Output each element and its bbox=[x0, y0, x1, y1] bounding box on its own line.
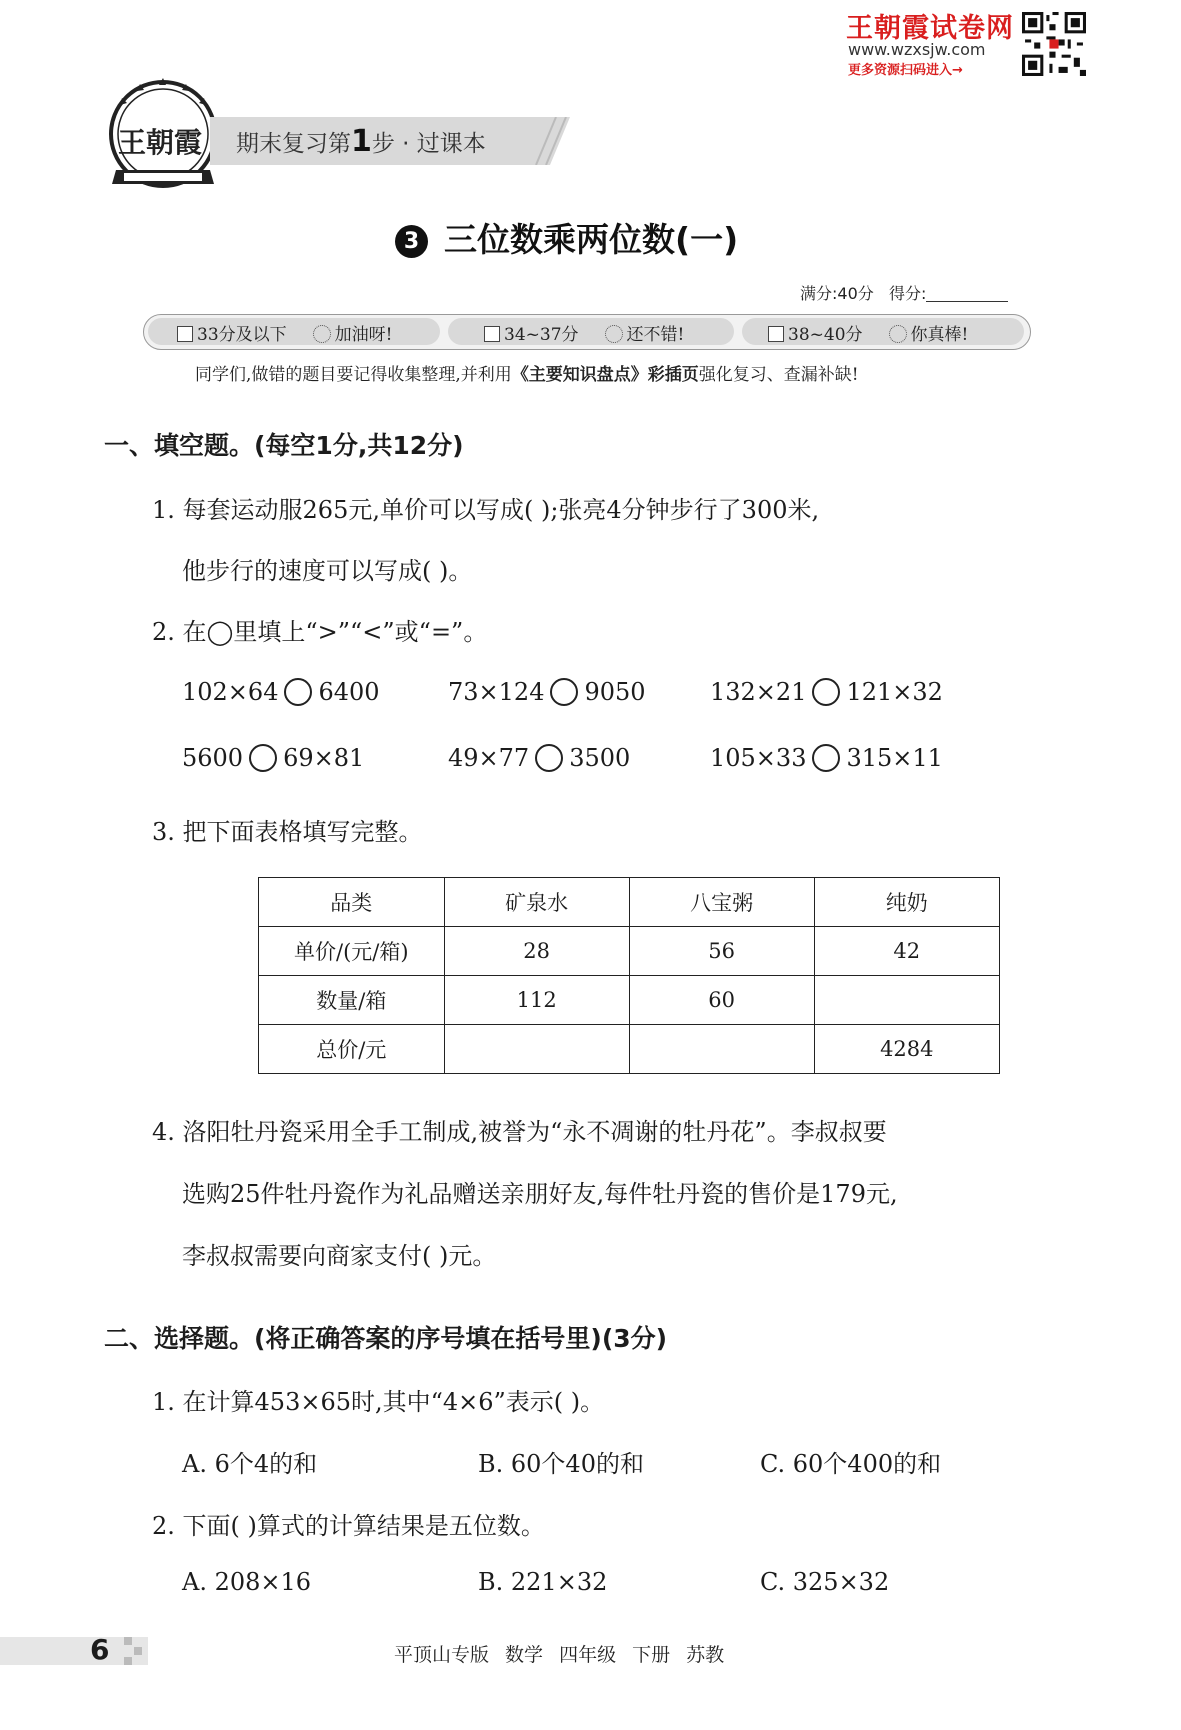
grade-option-2[interactable]: 34~37分 还不错! bbox=[484, 320, 684, 345]
question-1-1-line2: 他步行的速度可以写成( )。 bbox=[182, 557, 473, 585]
brand-url[interactable]: www.wzxsjw.com bbox=[848, 40, 986, 59]
question-1-4-line2: 选购25件牡丹瓷作为礼品赠送亲朋好友,每件牡丹瓷的售价是179元, bbox=[182, 1180, 898, 1208]
price-table bbox=[258, 877, 1000, 1074]
checkbox-icon bbox=[484, 326, 500, 342]
section-2-heading: 二、选择题。(将正确答案的序号填在括号里)(3分) bbox=[104, 1324, 668, 1353]
blank-circle bbox=[535, 744, 563, 772]
question-2-2: 2. 下面( )算式的计算结果是五位数。 bbox=[152, 1512, 545, 1540]
grade-bar bbox=[143, 314, 1031, 350]
table-header-cell: 矿泉水 bbox=[444, 878, 629, 927]
option-2-2-c[interactable]: C. 325×32 bbox=[760, 1568, 890, 1596]
table-row bbox=[259, 927, 1000, 976]
question-1-3: 3. 把下面表格填写完整。 bbox=[152, 818, 423, 846]
table-row bbox=[259, 1025, 1000, 1074]
footer-square-icon bbox=[124, 1657, 132, 1665]
table-header-row bbox=[259, 878, 1000, 927]
smile-icon bbox=[605, 325, 623, 343]
question-2-1: 1. 在计算453×65时,其中“4×6”表示( )。 bbox=[152, 1388, 605, 1416]
table-cell: 60 bbox=[629, 976, 814, 1025]
table-cell: 4284 bbox=[814, 1025, 999, 1074]
comparison-1[interactable]: 102×64 6400 bbox=[182, 678, 380, 706]
score-blank[interactable] bbox=[926, 285, 1008, 302]
checkbox-icon bbox=[177, 326, 193, 342]
table-header-cell: 品类 bbox=[259, 878, 445, 927]
option-2-1-c[interactable]: C. 60个400的和 bbox=[760, 1450, 942, 1478]
table-cell: 112 bbox=[444, 976, 629, 1025]
table-cell: 42 bbox=[814, 927, 999, 976]
table-cell-blank[interactable] bbox=[814, 976, 999, 1025]
logo-name: 王朝霞 bbox=[118, 126, 203, 159]
question-1-4-line3: 李叔叔需要向商家支付( )元。 bbox=[182, 1242, 497, 1270]
blank-circle bbox=[284, 678, 312, 706]
page-title: 3 三位数乘两位数(一) bbox=[395, 214, 738, 261]
table-cell: 数量/箱 bbox=[259, 976, 445, 1025]
header-step-label: 期末复习第1步 · 过课本 bbox=[236, 124, 486, 159]
table-cell: 单价/(元/箱) bbox=[259, 927, 445, 976]
comparison-4[interactable]: 5600 69×81 bbox=[182, 744, 365, 772]
page-number: 6 bbox=[90, 1633, 110, 1666]
blank-circle bbox=[249, 744, 277, 772]
smile-icon bbox=[313, 325, 331, 343]
footer-square-icon bbox=[134, 1647, 142, 1655]
table-cell: 总价/元 bbox=[259, 1025, 445, 1074]
table-header-cell: 八宝粥 bbox=[629, 878, 814, 927]
brand-name: 王朝霞试卷网 bbox=[846, 13, 1014, 44]
checkbox-icon bbox=[768, 326, 784, 342]
blank-circle bbox=[550, 678, 578, 706]
table-cell: 56 bbox=[629, 927, 814, 976]
table-cell: 28 bbox=[444, 927, 629, 976]
score-line: 满分:40分 得分: bbox=[800, 281, 1008, 304]
grade-option-1[interactable]: 33分及以下 加油呀! bbox=[177, 320, 392, 345]
smile-icon bbox=[889, 325, 907, 343]
qr-code-icon[interactable] bbox=[1022, 12, 1086, 76]
table-header-cell: 纯奶 bbox=[814, 878, 999, 927]
comparison-5[interactable]: 49×77 3500 bbox=[448, 744, 631, 772]
blank-circle bbox=[812, 744, 840, 772]
footer-square-icon bbox=[124, 1637, 132, 1645]
question-1-2: 2. 在◯里填上“>”“<”或“=”。 bbox=[152, 618, 488, 646]
table-cell-blank[interactable] bbox=[444, 1025, 629, 1074]
table-cell-blank[interactable] bbox=[629, 1025, 814, 1074]
option-2-2-b[interactable]: B. 221×32 bbox=[478, 1568, 608, 1596]
option-2-1-b[interactable]: B. 60个40的和 bbox=[478, 1450, 644, 1478]
option-2-2-a[interactable]: A. 208×16 bbox=[182, 1568, 312, 1596]
comparison-2[interactable]: 73×124 9050 bbox=[448, 678, 646, 706]
question-1-1-line1: 1. 每套运动服265元,单价可以写成( );张亮4分钟步行了300米, bbox=[152, 496, 820, 524]
question-1-4-line1: 4. 洛阳牡丹瓷采用全手工制成,被誉为“永不凋谢的牡丹花”。李叔叔要 bbox=[152, 1118, 887, 1146]
table-row bbox=[259, 976, 1000, 1025]
reminder-note: 同学们,做错的题目要记得收集整理,并利用《主要知识盘点》彩插页强化复习、查漏补缺! bbox=[195, 365, 859, 385]
grade-option-3[interactable]: 38~40分 你真棒! bbox=[768, 320, 968, 345]
option-2-1-a[interactable]: A. 6个4的和 bbox=[182, 1450, 318, 1478]
comparison-3[interactable]: 132×21 121×32 bbox=[710, 678, 943, 706]
comparison-6[interactable]: 105×33 315×11 bbox=[710, 744, 943, 772]
title-number-badge: 3 bbox=[395, 225, 428, 258]
blank-circle bbox=[812, 678, 840, 706]
brand-tip: 更多资源扫码进入→ bbox=[848, 63, 963, 78]
section-1-heading: 一、填空题。(每空1分,共12分) bbox=[104, 431, 464, 460]
footer-info: 平顶山专版 数学 四年级 下册 苏教 bbox=[394, 1644, 725, 1666]
